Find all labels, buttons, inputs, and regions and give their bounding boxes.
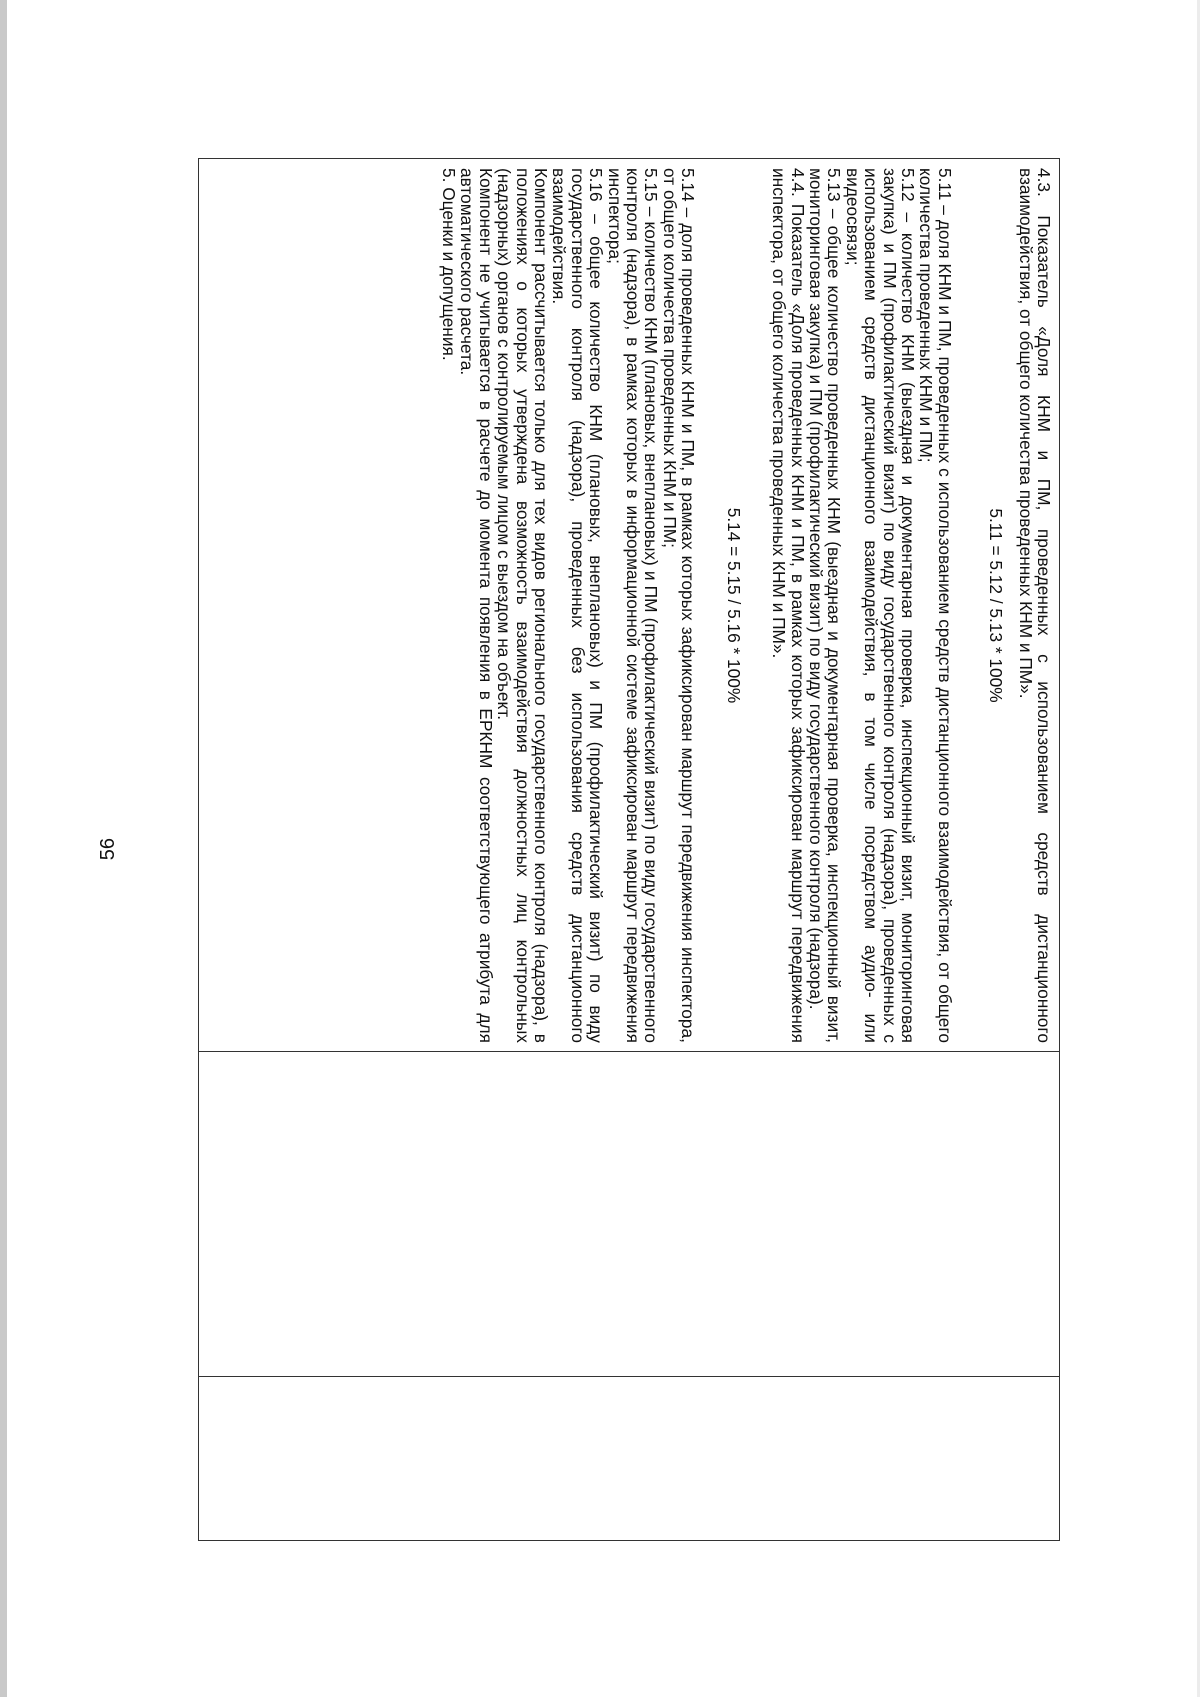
paragraph-indicator-4-4: 4.4. Показатель «Доля проведенных КНМ и ПМ, в рамках которых зафиксирован маршрут передвижения инспектора, от общего количества проведенных КНМ и ПМ». [769,168,808,1043]
heading-section-5: 5. Оценки и допущения. [439,168,460,361]
table-cell-empty [199,1376,1060,1540]
definition-5-11: 5.11 – доля КНМ и ПМ, проведенных с использованием средств дистанционного взаимодействия, от общего количества проведенных КНМ и ПМ; [916,168,955,1043]
table-row [199,159,1060,1541]
paragraph-indicator-4-3: 4.3. Показатель «Доля КНМ и ПМ, проведенных с использованием средств дистанционного взаимодействия, от общего количества проведенных КНМ и ПМ». [1015,168,1054,1043]
formula-5-11: 5.11 = 5.12 / 5.13 * 100% [986,508,1007,703]
formula-5-14: 5.14 = 5.15 / 5.16 * 100% [723,507,744,704]
document-table [198,158,1060,1541]
definition-5-15: 5.15 – количество КНМ (плановых, внеплановых) и ПМ (профилактический визит) по виду государственного контроля (надзора), в рамках которых в информационной системе зафиксирован маршрут передвижения инспектора; [604,168,662,1043]
definition-5-14: 5.14 – доля проведенных КНМ и ПМ, в рамках которых зафиксирован маршрут передвижения инспектора, от общего количества проведенных КНМ и ПМ; [659,168,699,1043]
definition-5-13: 5.13 – общее количество проведенных КНМ (выездная и документарная проверка, инспекционный визит, мониторинговая закупка) и ПМ (профилактический визит) по виду государственного контроля (надзора). [805,168,845,1043]
definition-5-16: 5.16 – общее количество КНМ (плановых, внеплановых) и ПМ (профилактический визит) по виду государственного контроля (надзора), проведенных без использования средств дистанционного взаимодействия. [549,168,607,1043]
definition-5-12: 5.12 – количество КНМ (выездная и документарная проверка, инспекционный визит, мониторинговая закупка) и ПМ (профилактический визит) по виду государственного контроля (надзора), проведенных с использованием средств дистанционного взаимодействия, в том числе посредством аудио- или видеосвязи; [842,168,918,1043]
table-cell-content [199,159,1060,1052]
table-cell-empty [199,1051,1060,1376]
cell-text-block [436,159,1059,1051]
page-number: 56 [97,838,119,861]
note-component-exclusion: Компонент не учитывается в расчете до момента появления в ЕРКНМ соответствующего атрибута для автоматического расчета. [457,168,496,1043]
note-component-scope: Компонент рассчитывается только для тех видов регионального государственного контроля (надзора), в положениях о которых утверждена возможность взаимодействия должностных лиц контрольных (надзорных) органов с контролируемым лицом с выездом на объект. [494,168,552,1043]
